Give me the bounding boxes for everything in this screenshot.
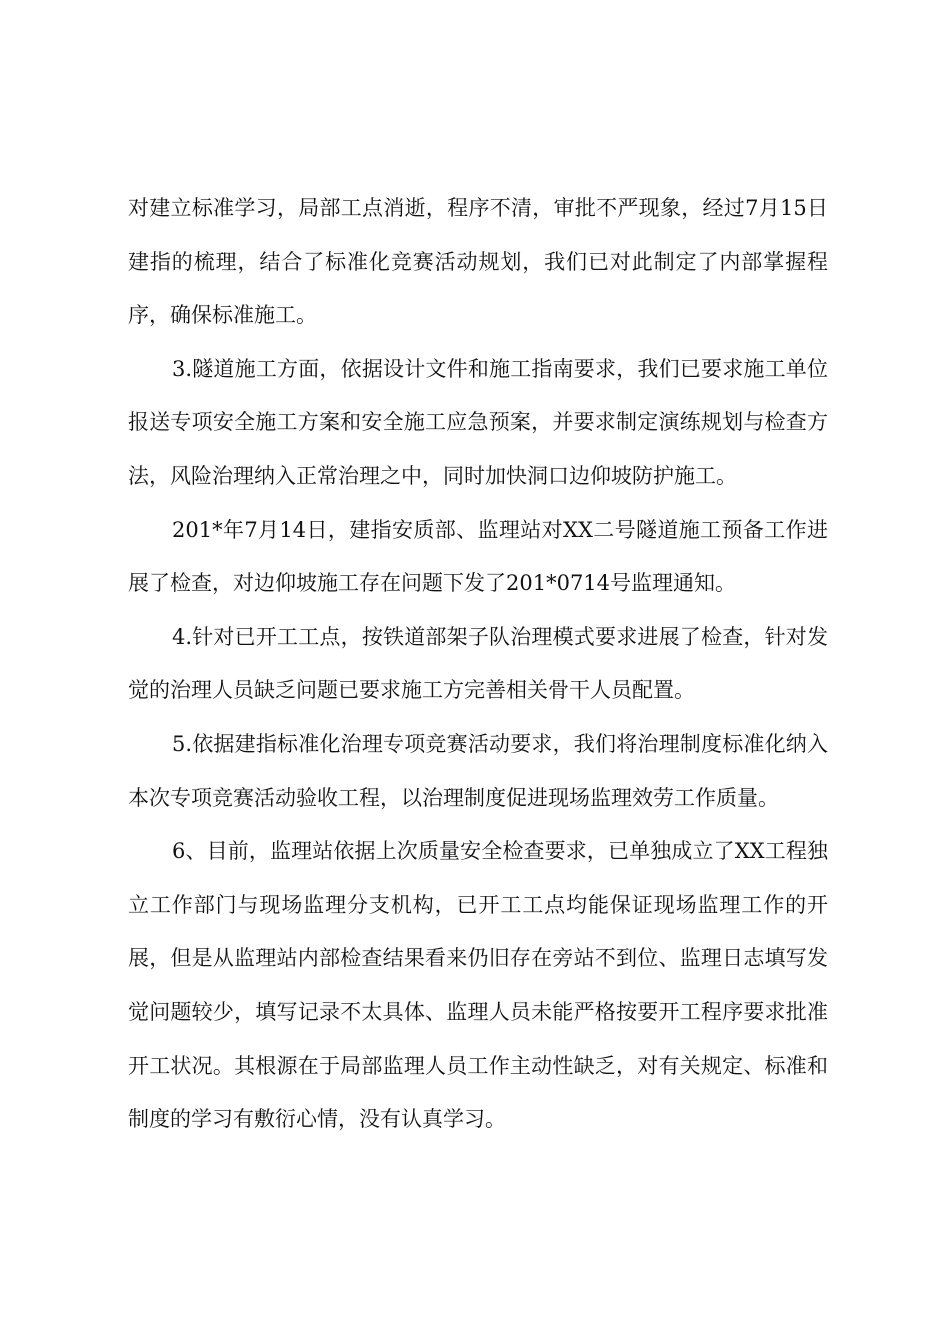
paragraph-6: 6、目前，监理站依据上次质量安全检查要求，已单独成立了XX工程独立工作部门与现场监理分支机构，已开工工点均能保证现场监理工作的开展，但是从监理站内部检查结果看来仍旧存在旁站不到位、监理日志填写发觉问题较少，填写记录不太具体、监理人员未能严格按要开工程序要求批准开工状况。其根源在于局部监理人员工作主动性缺乏，对有关规定、标准和制度的学习有敷衍心情，没有认真学习。 — [128, 839, 828, 1132]
paragraph-2: 3.隧道施工方面，依据设计文件和施工指南要求，我们已要求施工单位报送专项安全施工方案和安全施工应急预案，并要求制定演练规划与检查方法，风险治理纳入正常治理之中，同时加快洞口边仰坡防护施工。 — [128, 356, 828, 488]
paragraph-1: 对建立标准学习，局部工点消逝，程序不清，审批不严现象，经过7月15日建指的梳理，结合了标准化竞赛活动规划，我们已对此制定了内部掌握程序，确保标准施工。 — [128, 196, 828, 328]
document-body — [128, 182, 828, 1147]
paragraph-4: 4.针对已开工工点，按铁道部架子队治理模式要求进展了检查，针对发觉的治理人员缺乏问题已要求施工方完善相关骨干人员配置。 — [128, 624, 828, 703]
paragraph-3: 201*年7月14日，建指安质部、监理站对XX二号隧道施工预备工作进展了检查，对边仰坡施工存在问题下发了201*0714号监理通知。 — [128, 517, 828, 596]
paragraph-5: 5.依据建指标准化治理专项竞赛活动要求，我们将治理制度标准化纳入本次专项竞赛活动验收工程，以治理制度促进现场监理效劳工作质量。 — [128, 731, 828, 810]
